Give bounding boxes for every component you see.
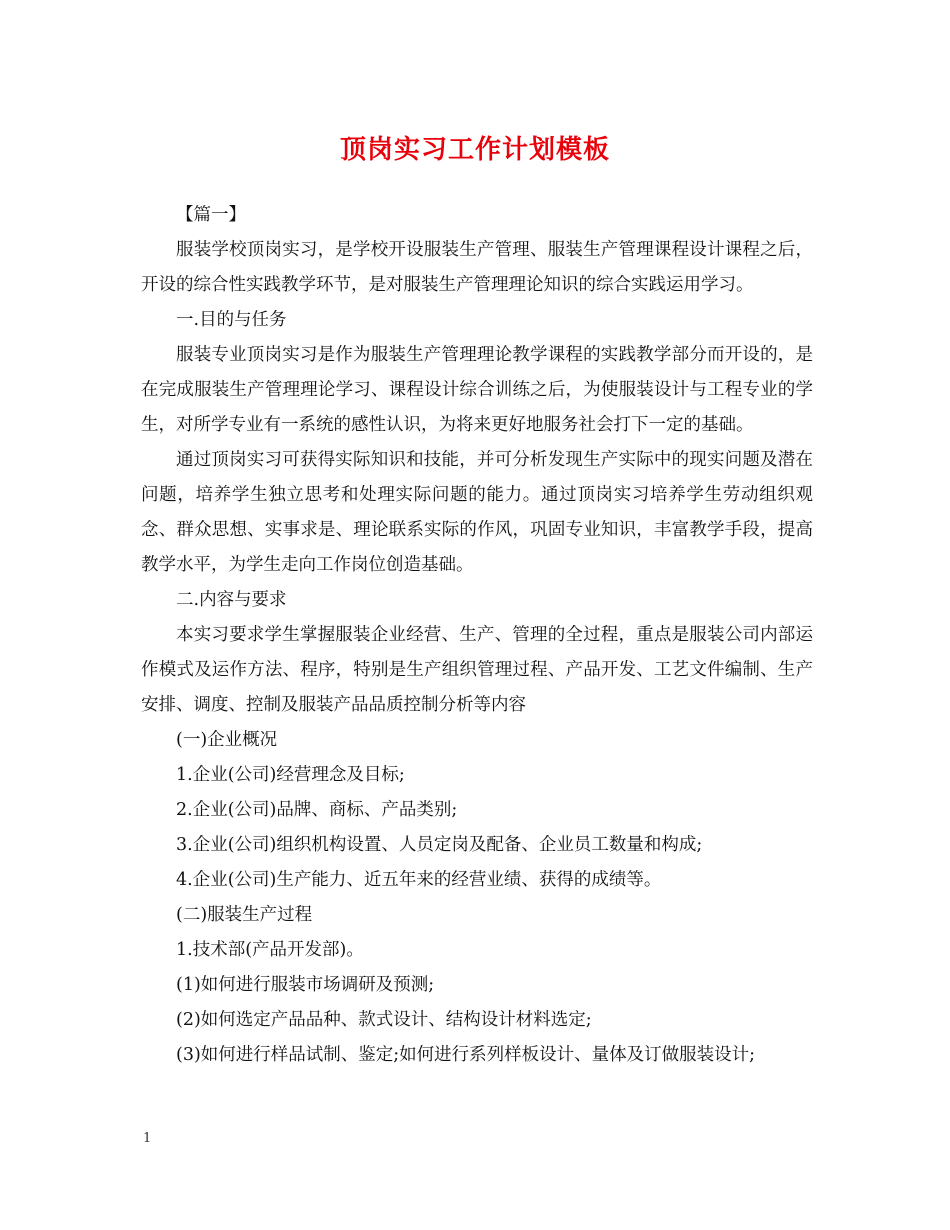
list-item: 4.企业(公司)生产能力、近五年来的经营业绩、获得的成绩等。: [176, 870, 662, 890]
document-body: [141, 198, 813, 1073]
list-item: (3)如何进行样品试制、鉴定;如何进行系列样板设计、量体及订做服装设计;: [176, 1045, 756, 1065]
paragraph: 服装专业顶岗实习是作为服装生产管理理论教学课程的实践教学部分而开设的，是在完成服装生产管理理论学习、课程设计综合训练之后，为使服装设计与工程专业的学生，对所学专业有一系统的感性认识，为将来更好地服务社会打下一定的基础。: [141, 345, 813, 435]
section-heading: 一.目的与任务: [176, 310, 287, 330]
paragraph: 服装学校顶岗实习，是学校开设服装生产管理、服装生产管理课程设计课程之后，开设的综合性实践教学环节，是对服装生产管理理论知识的综合实践运用学习。: [141, 240, 813, 295]
list-item: (2)如何选定产品品种、款式设计、结构设计材料选定;: [176, 1010, 592, 1030]
list-item: (1)如何进行服装市场调研及预测;: [176, 975, 435, 995]
list-item: 2.企业(公司)品牌、商标、产品类别;: [176, 800, 458, 820]
paragraph: 本实习要求学生掌握服装企业经营、生产、管理的全过程，重点是服装公司内部运作模式及运作方法、程序，特别是生产组织管理过程、产品开发、工艺文件编制、生产安排、调度、控制及服装产品品质控制分析等内容: [141, 625, 813, 715]
list-item: 1.企业(公司)经营理念及目标;: [176, 765, 405, 785]
page-number: 1: [143, 1131, 152, 1146]
subsection-heading: (一)企业概况: [176, 730, 278, 750]
section-heading: 二.内容与要求: [176, 590, 287, 610]
document-title: 顶岗实习工作计划模板: [339, 135, 610, 165]
list-item: 3.企业(公司)组织机构设置、人员定岗及配备、企业员工数量和构成;: [176, 835, 703, 855]
section-heading: 【篇一】: [176, 205, 246, 225]
paragraph: 通过顶岗实习可获得实际知识和技能，并可分析发现生产实际中的现实问题及潜在问题，培养学生独立思考和处理实际问题的能力。通过顶岗实习培养学生劳动组织观念、群众思想、实事求是、理论联系实际的作风，巩固专业知识，丰富教学手段，提高教学水平，为学生走向工作岗位创造基础。: [141, 450, 813, 575]
subsection-heading: (二)服装生产过程: [176, 905, 313, 925]
list-item: 1.技术部(产品开发部)。: [176, 940, 364, 960]
